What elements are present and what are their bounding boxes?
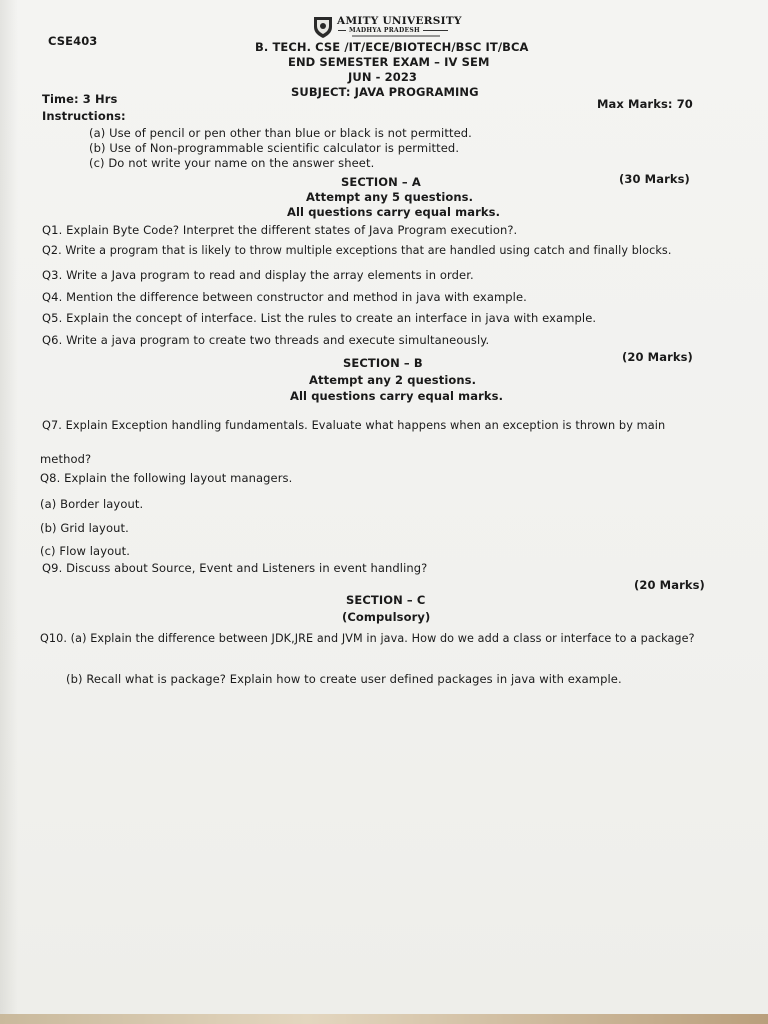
instruction-item: (c) Do not write your name on the answer sheet. — [89, 156, 375, 170]
instruction-item: (a) Use of pencil or pen other than blue or black is not permitted. — [89, 126, 472, 140]
section-b-instruction: All questions carry equal marks. — [290, 389, 504, 403]
max-marks: Max Marks: 70 — [597, 97, 693, 111]
question-8-option: (c) Flow layout. — [40, 544, 130, 558]
exam-session: JUN - 2023 — [348, 70, 418, 84]
question-9: Q9. Discuss about Source, Event and Listeners in event handling? — [42, 561, 428, 575]
question-10a: Q10. (a) Explain the difference between JDK,JRE and JVM in java. How do we add a class or interface to a package? — [40, 632, 695, 645]
course-code: CSE403 — [48, 34, 98, 48]
paper-bottom-edge — [0, 1014, 768, 1024]
question-3: Q3. Write a Java program to read and display the array elements in order. — [42, 268, 474, 282]
exam-title: END SEMESTER EXAM – IV SEM — [288, 55, 490, 69]
section-a-marks: (30 Marks) — [619, 172, 690, 186]
question-5: Q5. Explain the concept of interface. List the rules to create an interface in java with example. — [42, 311, 597, 325]
instruction-item: (b) Use of Non-programmable scientific calculator is permitted. — [89, 141, 460, 155]
question-8-option: (a) Border layout. — [40, 497, 144, 511]
section-a-title: SECTION – A — [341, 175, 421, 189]
section-c-marks: (20 Marks) — [634, 578, 705, 592]
question-8: Q8. Explain the following layout managers. — [40, 471, 293, 485]
section-b-marks: (20 Marks) — [622, 350, 693, 364]
question-8-option: (b) Grid layout. — [40, 521, 129, 535]
question-4: Q4. Mention the difference between constructor and method in java with example. — [42, 290, 527, 304]
instructions-title: Instructions: — [42, 109, 126, 123]
time-allowed: Time: 3 Hrs — [42, 92, 118, 106]
programmes: B. TECH. CSE /IT/ECE/BIOTECH/BSC IT/BCA — [255, 40, 529, 54]
section-c-title: SECTION – C — [346, 593, 426, 607]
question-1: Q1. Explain Byte Code? Interpret the different states of Java Program execution?. — [42, 223, 518, 237]
university-crest-icon — [312, 15, 334, 39]
question-2: Q2. Write a program that is likely to throw multiple exceptions that are handled using catch and finally blocks. — [42, 244, 672, 257]
question-7: Q7. Explain Exception handling fundamentals. Evaluate what happens when an exception is thrown by main — [42, 419, 666, 432]
section-b-instruction: Attempt any 2 questions. — [309, 373, 477, 387]
question-6: Q6. Write a java program to create two threads and execute simultaneously. — [42, 333, 490, 347]
section-c-subtitle: (Compulsory) — [342, 610, 431, 624]
question-7-continued: method? — [40, 452, 92, 466]
section-a-instruction: All questions carry equal marks. — [287, 205, 501, 219]
scan-shadow — [0, 0, 18, 1024]
university-name: AMITY UNIVERSITY — [337, 15, 462, 27]
section-a-instruction: Attempt any 5 questions. — [306, 190, 474, 204]
question-10b: (b) Recall what is package? Explain how to create user defined packages in java with example. — [66, 672, 622, 686]
subject: SUBJECT: JAVA PROGRAMING — [291, 85, 479, 99]
logo-tagline — [352, 35, 440, 37]
university-logo — [312, 14, 462, 42]
section-b-title: SECTION – B — [343, 356, 423, 370]
university-campus: MADHYA PRADESH — [346, 27, 423, 34]
